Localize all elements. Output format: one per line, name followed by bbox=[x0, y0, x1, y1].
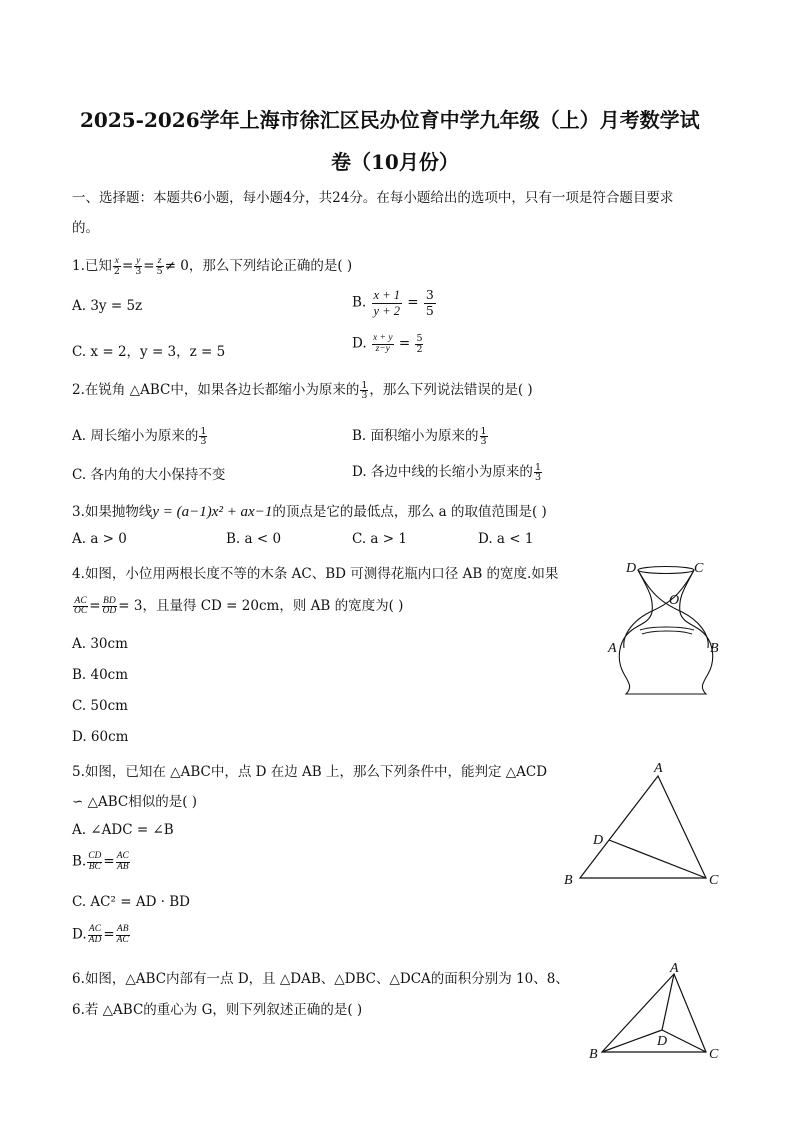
fraction: $\frac{CD}{BC}$ bbox=[88, 851, 102, 872]
fraction: $\frac{3}{5}$ bbox=[425, 287, 434, 318]
question-2-option-d: D. 各边中线的长缩小为原来的 $\frac{1}{3}$ bbox=[352, 461, 541, 483]
question-4-option-d: D. 60cm bbox=[72, 729, 129, 745]
vase-label-a: A bbox=[608, 641, 617, 656]
question-3-option-c: C. a > 1 bbox=[352, 531, 407, 547]
label-a: A bbox=[654, 761, 663, 776]
question-2-option-a: A. 周长缩小为原来的 $\frac{1}{3}$ bbox=[72, 425, 207, 447]
label-b: B bbox=[589, 1047, 598, 1062]
question-5-stem-line1: 5.如图，已知在 △ABC中，点 D 在边 AB 上，那么下列条件中，能判定 △ACD bbox=[72, 764, 548, 780]
label-d: D bbox=[657, 1034, 668, 1049]
question-1-option-a: A. 3y = 5z bbox=[72, 298, 143, 314]
page-title-line2: 卷（10月份） bbox=[331, 150, 459, 174]
question-6-stem-line1: 6.如图，△ABC内部有一点 D，且 △DAB、△DBC、△DCA的面积分别为 10、8、 bbox=[72, 971, 569, 987]
fraction: $\frac{x + y}{z-y}$ bbox=[372, 333, 393, 354]
vase-label-d: D bbox=[626, 561, 637, 576]
page-title-line1: 2025-2026学年上海市徐汇区民办位育中学九年级（上）月考数学试 bbox=[80, 108, 700, 132]
label-d: D bbox=[593, 833, 604, 848]
question-4-option-c: C. 50cm bbox=[72, 698, 128, 714]
fraction: $\frac{AC}{AD}$ bbox=[88, 924, 102, 945]
question-2-option-b: B. 面积缩小为原来的 $\frac{1}{3}$ bbox=[352, 425, 487, 447]
fraction: $\frac{1}{3}$ bbox=[534, 461, 541, 483]
question-5-option-d: D. $\frac{AC}{AD}$ = $\frac{AB}{AC}$ bbox=[72, 924, 129, 945]
question-5-stem-line2: ∽ △ABC相似的是( ) bbox=[72, 794, 198, 810]
fraction: $\frac{5}{2}$ bbox=[416, 333, 423, 355]
question-3-stem: 3.如果抛物线y = (a−1)x² + ax−1的顶点是它的最低点，那么 a 的取值范围是( ) bbox=[72, 504, 547, 520]
section-header-cont: 的。 bbox=[72, 220, 99, 236]
vase-label-b: B bbox=[710, 641, 719, 656]
fraction: $\frac{x}{2}$ bbox=[113, 255, 120, 277]
question-3-option-b: B. a < 0 bbox=[226, 531, 282, 547]
label-c: C bbox=[709, 1047, 719, 1062]
fraction: $\frac{AC}{AB}$ bbox=[116, 851, 129, 872]
fraction: $\frac{BD}{OD}$ bbox=[102, 595, 117, 616]
question-6-stem-line2: 6.若 △ABC的重心为 G，则下列叙述正确的是( ) bbox=[72, 1002, 363, 1018]
question-5-option-c: C. AC² = AD · BD bbox=[72, 894, 191, 910]
question-4-option-b: B. 40cm bbox=[72, 667, 129, 683]
question-1-option-d: D. $\frac{x + y}{z-y}$ = $\frac{5}{2}$ bbox=[352, 333, 423, 355]
question-2-stem: 2.在锐角 △ABC中，如果各边长都缩小为原来的 $\frac{1}{3}$ ，那么下列说法错误的是( ) bbox=[72, 379, 533, 401]
triangle-figure-q6 bbox=[586, 962, 726, 1064]
label-c: C bbox=[709, 873, 719, 888]
fraction: $\frac{1}{3}$ bbox=[480, 425, 487, 447]
question-2-option-c: C. 各内角的大小保持不变 bbox=[72, 467, 226, 483]
question-3-option-d: D. a < 1 bbox=[478, 531, 534, 547]
question-5-option-a: A. ∠ADC = ∠B bbox=[72, 822, 174, 838]
question-1-option-b: B. $\frac{x + 1}{y + 2}$ = $\frac{3}{5}$ bbox=[352, 287, 434, 318]
fraction: $\frac{y}{3}$ bbox=[135, 255, 142, 277]
question-4-stem-line1: 4.如图，小位用两根长度不等的木条 AC、BD 可测得花瓶内口径 AB 的宽度.如果 bbox=[72, 566, 559, 582]
vase-label-c: C bbox=[694, 561, 704, 576]
fraction: $\frac{AC}{OC}$ bbox=[74, 595, 88, 616]
vase-figure bbox=[602, 556, 732, 708]
question-1-stem: 1.已知 $\frac{x}{2}$ = $\frac{y}{3}$ = $\frac{z}{5}$ ≠ 0，那么下列结论正确的是( ) bbox=[72, 255, 353, 277]
question-1-option-c: C. x = 2，y = 3，z = 5 bbox=[72, 344, 226, 360]
question-3-option-a: A. a > 0 bbox=[72, 531, 127, 547]
section-header: 一、选择题：本题共6小题，每小题4分，共24分。在每小题给出的选项中，只有一项是符合题目要求 bbox=[72, 190, 674, 206]
question-5-option-b: B. $\frac{CD}{BC}$ = $\frac{AC}{AB}$ bbox=[72, 851, 129, 872]
fraction: $\frac{1}{3}$ bbox=[361, 379, 368, 401]
triangle-figure-q5 bbox=[560, 758, 730, 890]
fraction: $\frac{x + 1}{y + 2}$ bbox=[373, 288, 400, 318]
question-4-stem-line2: $\frac{AC}{OC}$ = $\frac{BD}{OD}$ = 3，且量得 CD = 20cm，则 AB 的宽度为( ) bbox=[74, 595, 404, 616]
question-4-option-a: A. 30cm bbox=[72, 636, 128, 652]
fraction: $\frac{z}{5}$ bbox=[156, 255, 163, 277]
label-a: A bbox=[670, 962, 679, 976]
fraction: $\frac{AB}{AC}$ bbox=[116, 924, 129, 945]
vase-label-o: O bbox=[669, 593, 680, 608]
label-b: B bbox=[564, 873, 573, 888]
fraction: $\frac{1}{3}$ bbox=[200, 425, 207, 447]
